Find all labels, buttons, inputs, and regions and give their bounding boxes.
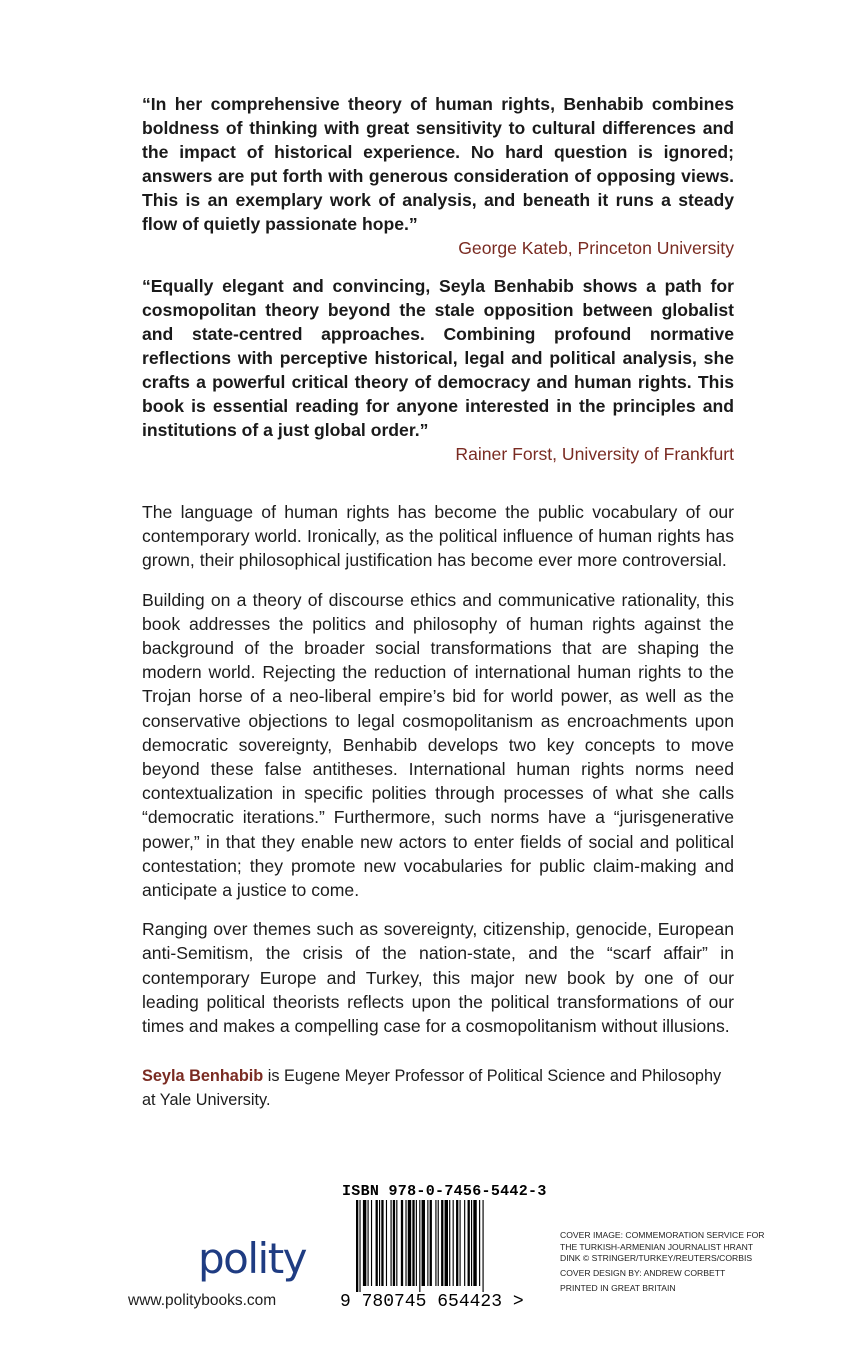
publisher-url[interactable]: www.politybooks.com (128, 1292, 277, 1309)
cover-credits (560, 1230, 770, 1295)
printed-in: PRINTED IN GREAT BRITAIN (560, 1283, 676, 1293)
description-paragraph: The language of human rights has become the public vocabulary of our contemporary world. Ironically, as the political influence of human rights has grown, their philosophical justification has become ever more controversial. (142, 502, 734, 571)
description-paragraph: Building on a theory of discourse ethics and communicative rationality, this book addresses the politics and philosophy of human rights against the background of the broader social transformations that are shaping the modern world. Rejecting the reduction of international human rights to the Trojan horse of a neo-liberal empire’s bid for world power, as well as the conservative objections to legal cosmopolitanism as encroachments upon democratic sovereignty, Benhabib develops two key concepts to move beyond these false antitheses. International human rights norms need contextualization in specific polities through processes of what she calls “democratic iterations.” Furthermore, such norms have a “jurisgenerative power,” in that they enable new actors to enter fields of social and political contestation; they promote new vocabularies for public claim-making and anticipate a justice to come. (142, 589, 734, 901)
isbn-digits: 9 780745 654423 > (340, 1292, 524, 1312)
cover-design-credit: COVER DESIGN BY: ANDREW CORBETT (560, 1267, 726, 1278)
isbn-label: ISBN 978-0-7456-5442-3 (342, 1183, 547, 1200)
cover-image-credit: COVER IMAGE: COMMEMORATION SERVICE FOR THE TURKISH-ARMENIAN JOURNALIST HRANT DINK © STRINGER/TURKEY/REUTERS/CORBIS (560, 1230, 765, 1263)
endorsement-attribution: George Kateb, Princeton University (458, 238, 734, 258)
endorsement-quote: “In her comprehensive theory of human rights, Benhabib combines boldness of thinking with great sensitivity to cultural differences and the impact of historical experience. No hard question is ignored; answers are put forth with generous consideration of opposing views. This is an exemplary work of analysis, and beneath it runs a steady flow of quietly passionate hope.” (142, 94, 734, 234)
endorsement-2 (142, 274, 734, 466)
publisher-logo: polity (198, 1234, 307, 1283)
endorsement-quote: “Equally elegant and convincing, Seyla Benhabib shows a path for cosmopolitan theory beyond the stale opposition between globalist and state-centred approaches. Combining profound normative reflections with perceptive historical, legal and political analysis, she crafts a powerful critical theory of democracy and human rights. This book is essential reading for anyone interested in the principles and institutions of a just global order.” (142, 276, 734, 440)
description-paragraph: Ranging over themes such as sovereignty, citizenship, genocide, European anti-Semitism, the crisis of the nation-state, and the “scarf affair” in contemporary Europe and Turkey, this major new book by one of our leading political theorists reflects upon the political transformations of our times and makes a compelling case for a cosmopolitanism without illusions. (142, 919, 734, 1037)
endorsement-attribution: Rainer Forst, University of Frankfurt (455, 444, 734, 464)
back-cover-text (142, 92, 734, 1112)
author-bio-text: is Eugene Meyer Professor of Political Science and Philosophy at Yale University. (142, 1067, 722, 1110)
barcode (356, 1200, 520, 1292)
endorsement-1 (142, 92, 734, 260)
author-name: Seyla Benhabib (142, 1067, 264, 1086)
author-bio (142, 1064, 734, 1112)
